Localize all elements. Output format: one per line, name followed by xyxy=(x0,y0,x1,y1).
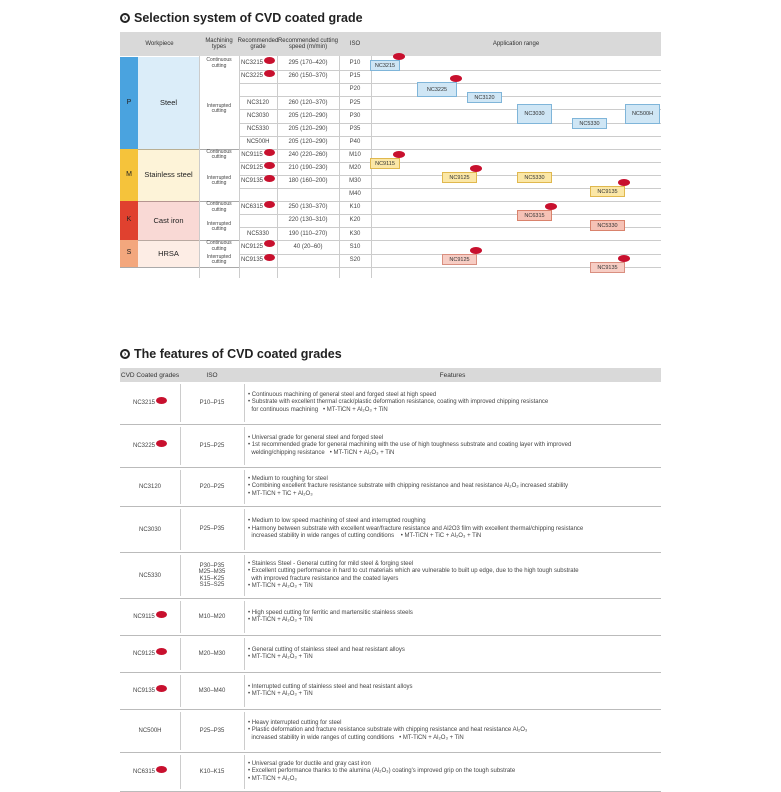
application-bar: NC9125 xyxy=(442,172,477,183)
new-badge-icon xyxy=(618,255,630,262)
iso-cell: P35 xyxy=(349,125,361,132)
column-divider xyxy=(180,675,181,707)
grade-cell: NC3030 xyxy=(246,112,269,119)
table-row xyxy=(120,553,661,599)
header-iso: ISO xyxy=(349,40,361,47)
iso-cell: P10–P15 xyxy=(199,399,225,406)
table-row xyxy=(120,753,661,792)
new-badge-icon xyxy=(264,162,275,169)
iso-cell: P20 xyxy=(349,86,361,93)
feature-line: • Plastic deformation and fracture resistance substrate with chipping resistance and heat resistance Al₂O₃ xyxy=(248,727,528,734)
feature-line: • Medium to low speed machining of steel and interrupted roughing xyxy=(248,518,426,525)
speed-cell: 250 (130–370) xyxy=(288,204,328,211)
grade-cell: NC9135 xyxy=(239,175,277,188)
table-row xyxy=(120,507,661,553)
iso-cell: P15 xyxy=(349,73,361,80)
grade-cell: NC9125 xyxy=(239,162,277,175)
header-speed: Recommended cutting speed (m/min) xyxy=(277,37,339,50)
iso-cell: M10–M20 xyxy=(198,613,226,620)
feature-line: • MT-TiCN + Al₂O₃ + TiN xyxy=(248,691,313,697)
new-badge-icon xyxy=(393,53,405,60)
iso-cell: M40 xyxy=(349,191,361,198)
feature-line: • Excellent cutting performance in hard to cut materials which are vulnerable to built up edge, due to the high tough substrate xyxy=(248,568,579,574)
feature-line: • 1st recommended grade for general machining with the use of high toughness substrate and coating layer with improved xyxy=(248,442,572,449)
grade-cell: NC500H xyxy=(138,728,162,734)
iso-cell: P10 xyxy=(349,60,361,67)
speed-cell: 205 (120–290) xyxy=(288,112,328,119)
machining-type: Continuous cutting xyxy=(206,240,232,252)
feature-line: • Universal grade for general steel and forged steel xyxy=(248,434,384,441)
grade-cell: NC5330 xyxy=(246,230,269,237)
features-cell xyxy=(248,710,661,752)
header-iso: ISO xyxy=(206,371,218,379)
features-cell xyxy=(248,507,661,552)
new-badge-icon xyxy=(470,165,482,172)
workpiece-name: Steel xyxy=(138,57,199,149)
column-divider xyxy=(199,56,200,278)
workpiece-name: Cast iron xyxy=(138,201,199,240)
iso-cell: M30–M40 xyxy=(198,687,226,694)
iso-cell: P40 xyxy=(349,138,361,145)
table-row xyxy=(120,673,661,710)
speed-cell: 180 (160–200) xyxy=(288,178,328,185)
new-badge-icon xyxy=(156,685,167,692)
workpiece-letter: M xyxy=(126,170,132,178)
application-bar: NC9115 xyxy=(370,158,400,169)
grade-cell: NC3225 xyxy=(120,425,180,467)
speed-cell: 220 (130–310) xyxy=(288,217,328,224)
speed-cell: 40 (20–60) xyxy=(293,243,323,250)
column-divider xyxy=(277,56,278,278)
application-bar: NC6315 xyxy=(517,210,552,221)
new-badge-icon xyxy=(470,247,482,254)
feature-line: increased stability in wide ranges of cutting conditions • MT-TiCN + TiC + Al₂O₃ + TiN xyxy=(248,533,482,540)
column-divider xyxy=(244,601,245,633)
grade-cell: NC9135 xyxy=(120,673,180,709)
new-badge-icon xyxy=(264,57,275,64)
speed-cell: 210 (190–230) xyxy=(288,165,328,172)
header-workpiece: Workpiece xyxy=(145,40,174,47)
new-badge-icon xyxy=(156,397,167,404)
new-badge-icon xyxy=(264,201,275,208)
grade-cell: NC3030 xyxy=(138,526,161,533)
section2-title-text: The features of CVD coated grades xyxy=(134,347,342,361)
grade-cell: NC9135 xyxy=(239,254,277,267)
grade-cell: NC3215 xyxy=(120,382,180,424)
features-table-header xyxy=(120,368,661,382)
new-badge-icon xyxy=(264,175,275,182)
column-divider xyxy=(180,638,181,670)
column-divider xyxy=(244,712,245,750)
features-cell xyxy=(248,425,661,467)
application-bar: NC5330 xyxy=(590,220,625,231)
new-badge-icon xyxy=(156,611,167,618)
feature-line: • Stainless Steel - General cutting for mild steel & forging steel xyxy=(248,560,414,567)
features-cell xyxy=(248,673,661,709)
grade-cell: NC500H xyxy=(246,138,270,145)
grade-cell: NC5330 xyxy=(246,125,269,132)
application-bar: NC500H xyxy=(625,104,660,124)
section1-title xyxy=(120,11,363,25)
header-grade: Recommended grade xyxy=(237,37,279,50)
application-bar: NC3215 xyxy=(370,60,400,71)
feature-line: • Interrupted cutting of stainless steel and heat resistant alloys xyxy=(248,683,413,690)
feature-line: increased stability in wide ranges of cutting conditions • MT-TiCN + Al₂O₃ + TiN xyxy=(248,734,464,741)
machining-type: Interrupted cutting xyxy=(206,102,232,115)
new-badge-icon xyxy=(264,240,275,247)
feature-line: • MT-TiCN + Al₂O₃ + TiN xyxy=(248,617,313,623)
feature-line: • High speed cutting for ferritic and martensitic stainless steels xyxy=(248,609,413,616)
column-divider xyxy=(180,384,181,422)
feature-line: • Universal grade for ductile and gray cast iron xyxy=(248,760,371,767)
section2-title xyxy=(120,347,342,361)
new-badge-icon xyxy=(156,648,167,655)
feature-line: for continuous machining • MT-TiCN + Al₂O₃ + TiN xyxy=(248,406,388,413)
grade-cell: NC3120 xyxy=(138,484,161,490)
column-divider xyxy=(244,638,245,670)
machining-type: Interrupted cutting xyxy=(206,253,232,266)
new-badge-icon xyxy=(156,440,167,447)
grade-cell: NC3225 xyxy=(239,70,277,83)
iso-cell: M10 xyxy=(349,151,361,158)
iso-cell: K10–K15 xyxy=(199,768,225,775)
speed-cell: 205 (120–290) xyxy=(288,138,328,145)
feature-line: • Substrate with excellent thermal crack/plastic deformation resistance, coating with improved chipping resistance xyxy=(248,399,549,406)
section1-title-text: Selection system of CVD coated grade xyxy=(134,11,363,25)
feature-line: with improved fracture resistance and the coated layers xyxy=(248,575,399,582)
column-divider xyxy=(244,675,245,707)
features-cell xyxy=(248,636,661,672)
table-row xyxy=(120,599,661,636)
new-badge-icon xyxy=(393,151,405,158)
feature-line: • Heavy interrupted cutting for steel xyxy=(248,719,342,726)
arrow-circle-icon: › xyxy=(120,13,130,23)
application-bar: NC5330 xyxy=(517,172,552,183)
column-divider xyxy=(180,755,181,789)
machining-type: Continuous cutting xyxy=(206,201,232,213)
grade-cell: NC6315 xyxy=(239,201,277,214)
speed-cell: 205 (120–290) xyxy=(288,125,328,132)
features-cell xyxy=(248,468,661,506)
iso-cell: P30 xyxy=(349,112,361,119)
application-bar: NC9135 xyxy=(590,186,625,197)
feature-line: • MT-TiCN + Al₂O₃ + TiN xyxy=(248,654,313,660)
header-machining: Machining types xyxy=(205,37,233,50)
new-badge-icon xyxy=(264,70,275,77)
features-table-body xyxy=(120,382,661,792)
feature-line: • General cutting of stainless steel and heat resistant alloys xyxy=(248,646,405,653)
table-row xyxy=(120,710,661,753)
grade-cell: NC6315 xyxy=(120,753,180,791)
column-divider xyxy=(180,509,181,550)
features-cell xyxy=(248,753,661,791)
application-bar: NC9135 xyxy=(590,262,625,273)
column-divider xyxy=(244,555,245,596)
feature-line: • MT-TiCN + Al₂O₃ + TiN xyxy=(248,583,313,589)
feature-line: • Excellent performance thanks to the alumina (Al₂O₃) coating's improved grip on the tough substrate xyxy=(248,768,516,775)
table-row xyxy=(120,382,661,425)
feature-line: • Medium to roughing for steel xyxy=(248,475,328,482)
column-divider xyxy=(244,384,245,422)
column-divider xyxy=(180,427,181,465)
grade-cell: NC9125 xyxy=(239,240,277,253)
feature-line: • Continuous machining of general steel and forged steel at high speed xyxy=(248,391,437,398)
iso-cell: K10 xyxy=(349,204,361,211)
header-cvd-grades: CVD Coated grades xyxy=(120,371,180,379)
grade-cell: NC9115 xyxy=(120,599,180,635)
grade-cell: NC3215 xyxy=(239,57,277,70)
iso-cell: M30 xyxy=(349,178,361,185)
feature-line: • MT-TiCN + Al₂O₃ xyxy=(248,775,297,782)
feature-line: • Combining excellent fracture resistance substrate with chipping resistance and heat resistance Al₂O₃ increased stability xyxy=(248,483,569,490)
grade-cell: NC5330 xyxy=(138,572,161,579)
workpiece-name: Stainless steel xyxy=(138,149,199,201)
table-row xyxy=(120,636,661,673)
column-divider xyxy=(239,56,240,278)
feature-line: • MT-TiCN + TiC + Al₂O₃ xyxy=(248,490,313,497)
table-row xyxy=(120,468,661,507)
workpiece-name: HRSA xyxy=(138,240,199,266)
workpiece-letter: S xyxy=(126,249,132,257)
column-divider xyxy=(244,470,245,504)
iso-cell: P25–P35 xyxy=(199,526,225,533)
new-badge-icon xyxy=(545,203,557,210)
machining-type: Continuous cutting xyxy=(206,57,232,69)
grade-cell: NC9115 xyxy=(239,149,277,162)
iso-cell: P20–P25 xyxy=(199,483,225,490)
column-divider xyxy=(339,56,340,278)
feature-line: • Harmony between substrate with excellent wear/fracture resistance and Al2O3 film with excellent thermal/chipping resistance xyxy=(248,525,584,532)
column-divider xyxy=(244,509,245,550)
features-cell xyxy=(248,382,661,424)
machining-type: Interrupted cutting xyxy=(206,174,232,187)
iso-cell: K20 xyxy=(349,217,361,224)
application-bar: NC3120 xyxy=(467,92,502,103)
feature-line: welding/chipping resistance • MT-TiCN + Al₂O₃ + TiN xyxy=(248,449,395,456)
arrow-circle-icon: › xyxy=(120,349,130,359)
application-bar: NC3225 xyxy=(417,82,457,97)
application-bar: NC9125 xyxy=(442,254,477,265)
iso-cell: P15–P25 xyxy=(199,442,225,449)
application-bar: NC5330 xyxy=(572,118,607,129)
header-features: Features xyxy=(439,371,466,379)
new-badge-icon xyxy=(264,149,275,156)
grade-cell: NC9125 xyxy=(120,636,180,672)
features-cell xyxy=(248,599,661,635)
selection-table-body xyxy=(120,56,661,278)
features-cell xyxy=(248,553,661,598)
iso-cell: S10 xyxy=(349,243,361,250)
iso-cell: P25 xyxy=(349,99,361,106)
table-row xyxy=(120,425,661,468)
new-badge-icon xyxy=(618,179,630,186)
machining-type: Continuous cutting xyxy=(206,148,232,161)
speed-cell: 240 (220–260) xyxy=(288,151,328,158)
column-divider xyxy=(180,601,181,633)
workpiece-letter: P xyxy=(126,98,132,106)
iso-cell: M20–M30 xyxy=(198,650,226,657)
iso-cell: P30–P35 M25–M35 K15–K25 S15–S25 xyxy=(198,562,226,588)
new-badge-icon xyxy=(156,766,167,773)
column-divider xyxy=(244,755,245,789)
column-divider xyxy=(180,470,181,504)
column-divider xyxy=(180,712,181,750)
machining-type: Interrupted cutting xyxy=(206,220,232,233)
iso-cell: M20 xyxy=(349,165,361,172)
speed-cell: 295 (170–420) xyxy=(288,60,328,67)
iso-cell: S20 xyxy=(349,256,361,263)
speed-cell: 260 (150–370) xyxy=(288,73,328,80)
iso-cell: K30 xyxy=(349,230,361,237)
speed-cell: 260 (120–370) xyxy=(288,99,328,106)
new-badge-icon xyxy=(450,75,462,82)
iso-cell: P25–P35 xyxy=(199,727,225,734)
application-bar: NC3030 xyxy=(517,104,552,124)
header-application-range: Application range xyxy=(492,40,540,47)
selection-table xyxy=(120,32,661,278)
speed-cell: 190 (110–270) xyxy=(288,230,328,237)
features-table xyxy=(120,368,661,792)
grade-cell: NC3120 xyxy=(246,99,269,106)
column-divider xyxy=(180,555,181,596)
column-divider xyxy=(244,427,245,465)
workpiece-letter: K xyxy=(126,216,132,224)
new-badge-icon xyxy=(264,254,275,261)
selection-table-header xyxy=(120,32,661,56)
